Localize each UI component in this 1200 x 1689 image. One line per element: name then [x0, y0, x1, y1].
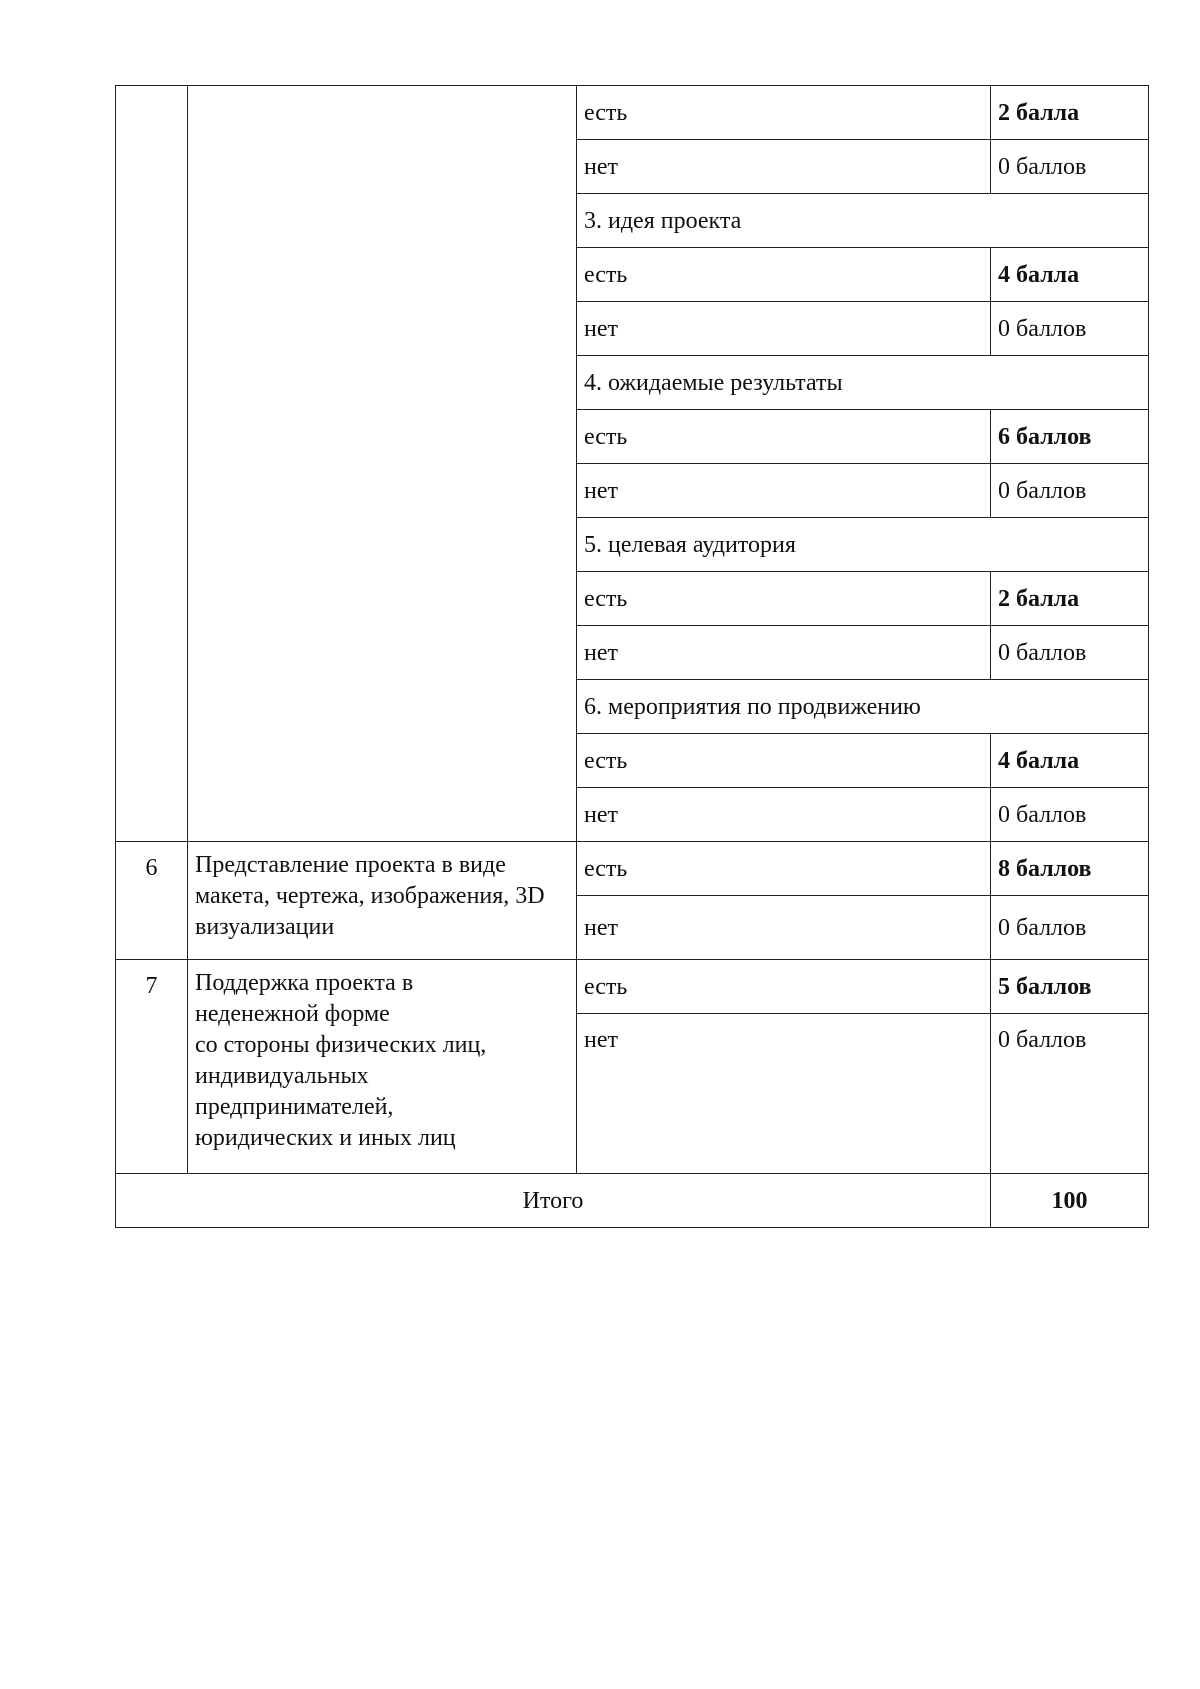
score-no: 0 баллов: [991, 788, 1149, 842]
score-no: 0 баллов: [991, 626, 1149, 680]
option-no: нет: [577, 626, 991, 680]
total-label: Итого: [116, 1174, 991, 1228]
score-no: 0 баллов: [991, 140, 1149, 194]
criterion-line: Поддержка проекта в: [195, 970, 414, 996]
option-no: нет: [577, 302, 991, 356]
criterion-cell-empty: [188, 86, 577, 842]
score-yes: 2 балла: [991, 572, 1149, 626]
total-value: 100: [991, 1174, 1149, 1228]
total-row: [116, 1174, 1149, 1228]
option-yes: есть: [577, 960, 991, 1014]
option-no: нет: [577, 896, 991, 960]
table-row: [116, 86, 1149, 140]
option-yes: есть: [577, 410, 991, 464]
table-row: [116, 842, 1149, 896]
subcriterion-label: 5. целевая аудитория: [577, 518, 1149, 572]
num-cell-empty: [116, 86, 188, 842]
score-no: 0 баллов: [991, 1014, 1149, 1174]
criteria-table: [115, 85, 1149, 1228]
score-no: 0 баллов: [991, 464, 1149, 518]
criterion-line: со стороны физических лиц,: [195, 1032, 487, 1058]
option-yes: есть: [577, 734, 991, 788]
option-no: нет: [577, 1014, 991, 1174]
criterion-line: неденежной форме: [195, 1001, 390, 1027]
subcriterion-label: 4. ожидаемые результаты: [577, 356, 1149, 410]
score-yes: 4 балла: [991, 248, 1149, 302]
subcriterion-label: 6. мероприятия по продвижению: [577, 680, 1149, 734]
score-yes: 8 баллов: [991, 842, 1149, 896]
option-yes: есть: [577, 842, 991, 896]
option-no: нет: [577, 464, 991, 518]
option-no: нет: [577, 788, 991, 842]
table-row: [116, 960, 1149, 1014]
criterion-text: Представление проекта в виде макета, чертежа, изображения, 3D визуализации: [188, 842, 577, 960]
option-yes: есть: [577, 572, 991, 626]
score-yes: 2 балла: [991, 86, 1149, 140]
criterion-line: предпринимателей,: [195, 1094, 394, 1120]
score-no: 0 баллов: [991, 302, 1149, 356]
criterion-text: [188, 960, 577, 1174]
subcriterion-label: 3. идея проекта: [577, 194, 1149, 248]
score-yes: 4 балла: [991, 734, 1149, 788]
criterion-number: 6: [116, 842, 188, 960]
option-yes: есть: [577, 248, 991, 302]
criterion-line: юридических и иных лиц: [195, 1125, 456, 1151]
option-yes: есть: [577, 86, 991, 140]
score-yes: 5 баллов: [991, 960, 1149, 1014]
criterion-number: 7: [116, 960, 188, 1174]
score-no: 0 баллов: [991, 896, 1149, 960]
criterion-line: индивидуальных: [195, 1063, 369, 1089]
option-no: нет: [577, 140, 991, 194]
score-yes: 6 баллов: [991, 410, 1149, 464]
